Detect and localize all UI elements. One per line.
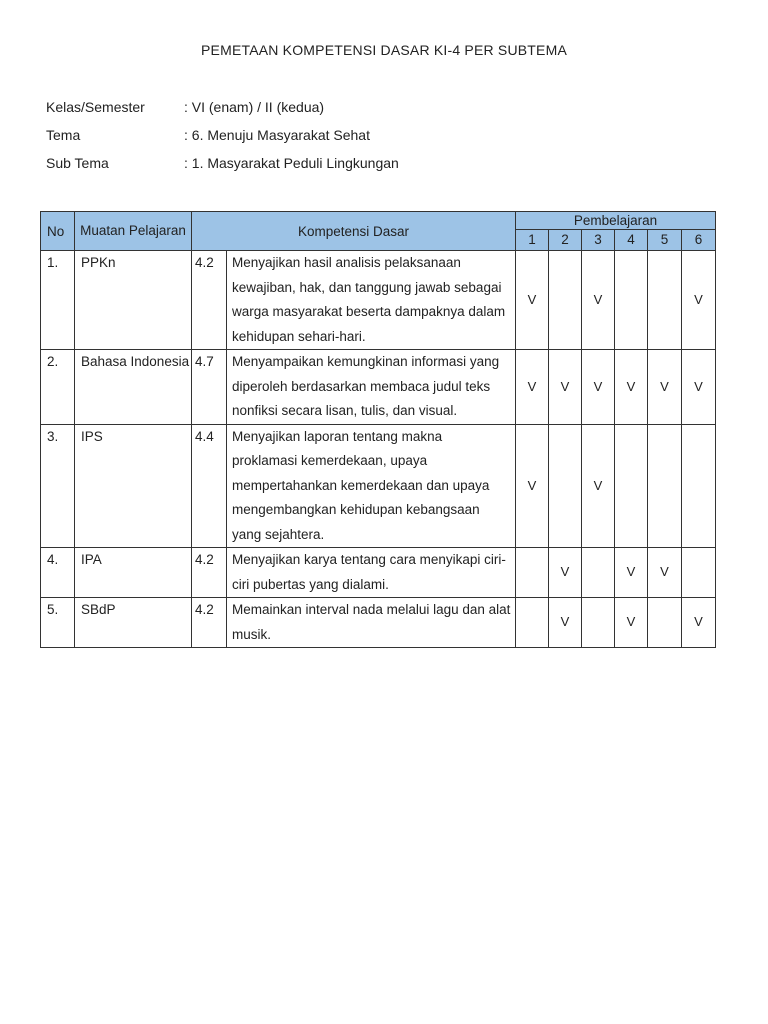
row-number: 3. — [41, 424, 75, 548]
header-no: No — [41, 212, 75, 251]
lesson-check: V — [516, 424, 549, 548]
meta-row-kelas — [46, 97, 399, 125]
row-subject: Bahasa Indonesia — [75, 350, 192, 425]
lesson-check: V — [516, 350, 549, 425]
lesson-check: V — [615, 598, 648, 648]
meta-label: Sub Tema — [46, 155, 109, 171]
header-lesson-number: 5 — [648, 230, 682, 251]
meta-label: Kelas/Semester — [46, 99, 145, 115]
lesson-check: V — [615, 350, 648, 425]
lesson-check — [682, 424, 716, 548]
lesson-check: V — [615, 548, 648, 598]
row-number: 5. — [41, 598, 75, 648]
row-kd-code: 4.2 — [192, 548, 227, 598]
lesson-check: V — [682, 251, 716, 350]
lesson-check — [549, 424, 582, 548]
row-number: 1. — [41, 251, 75, 350]
header-muatan: Muatan Pelajaran — [75, 212, 192, 251]
lesson-check — [648, 424, 682, 548]
meta-label: Tema — [46, 127, 81, 143]
lesson-check: V — [549, 598, 582, 648]
lesson-check: V — [682, 598, 716, 648]
lesson-check: V — [582, 251, 615, 350]
meta-value: : VI (enam) / II (kedua) — [184, 99, 325, 115]
header-kompetensi: Kompetensi Dasar — [192, 212, 516, 251]
header-lesson-number: 4 — [615, 230, 648, 251]
lesson-check — [582, 548, 615, 598]
table-row — [41, 598, 716, 648]
lesson-check: V — [648, 350, 682, 425]
row-kd-code: 4.2 — [192, 598, 227, 648]
class-info — [46, 97, 399, 181]
lesson-check — [516, 548, 549, 598]
lesson-check — [648, 598, 682, 648]
lesson-check: V — [549, 548, 582, 598]
lesson-check — [516, 598, 549, 648]
meta-value: : 6. Menuju Masyarakat Sehat — [184, 127, 370, 143]
lesson-check — [549, 251, 582, 350]
lesson-check: V — [549, 350, 582, 425]
row-competency: Menyampaikan kemungkinan informasi yang diperoleh berdasarkan membaca judul teks nonfiksi secara lisan, tulis, dan visual. — [227, 350, 516, 425]
row-kd-code: 4.2 — [192, 251, 227, 350]
lesson-check: V — [516, 251, 549, 350]
row-subject: PPKn — [75, 251, 192, 350]
row-subject: IPS — [75, 424, 192, 548]
lesson-check — [615, 424, 648, 548]
lesson-check: V — [648, 548, 682, 598]
table-row — [41, 251, 716, 350]
row-number: 4. — [41, 548, 75, 598]
lesson-check: V — [582, 424, 615, 548]
row-competency: Menyajikan hasil analisis pelaksanaan kewajiban, hak, dan tanggung jawab sebagai warga masyarakat beserta dampaknya dalam kehidupan sehari-hari. — [227, 251, 516, 350]
row-subject: IPA — [75, 548, 192, 598]
table-row — [41, 424, 716, 548]
lesson-check: V — [582, 350, 615, 425]
header-lesson-number: 3 — [582, 230, 615, 251]
page-title: PEMETAAN KOMPETENSI DASAR KI-4 PER SUBTEMA — [201, 42, 567, 58]
table-row — [41, 548, 716, 598]
meta-value: : 1. Masyarakat Peduli Lingkungan — [184, 155, 399, 171]
row-number: 2. — [41, 350, 75, 425]
header-pembelajaran: Pembelajaran — [516, 212, 716, 230]
header-lesson-number: 2 — [549, 230, 582, 251]
table-row — [41, 350, 716, 425]
meta-row-subtema — [46, 153, 399, 181]
row-competency: Menyajikan karya tentang cara menyikapi ciri-ciri pubertas yang dialami. — [227, 548, 516, 598]
row-competency: Menyajikan laporan tentang makna proklamasi kemerdekaan, upaya mempertahankan kemerdekaan dan upaya mengembangkan kehidupan kebangsaan yang sejahtera. — [227, 424, 516, 548]
row-subject: SBdP — [75, 598, 192, 648]
lesson-check — [615, 251, 648, 350]
lesson-check — [682, 548, 716, 598]
row-competency: Memainkan interval nada melalui lagu dan alat musik. — [227, 598, 516, 648]
lesson-check — [648, 251, 682, 350]
competency-table — [40, 211, 716, 648]
row-kd-code: 4.7 — [192, 350, 227, 425]
meta-row-tema — [46, 125, 399, 153]
lesson-check: V — [682, 350, 716, 425]
row-kd-code: 4.4 — [192, 424, 227, 548]
lesson-check — [582, 598, 615, 648]
header-lesson-number: 1 — [516, 230, 549, 251]
header-lesson-number: 6 — [682, 230, 716, 251]
